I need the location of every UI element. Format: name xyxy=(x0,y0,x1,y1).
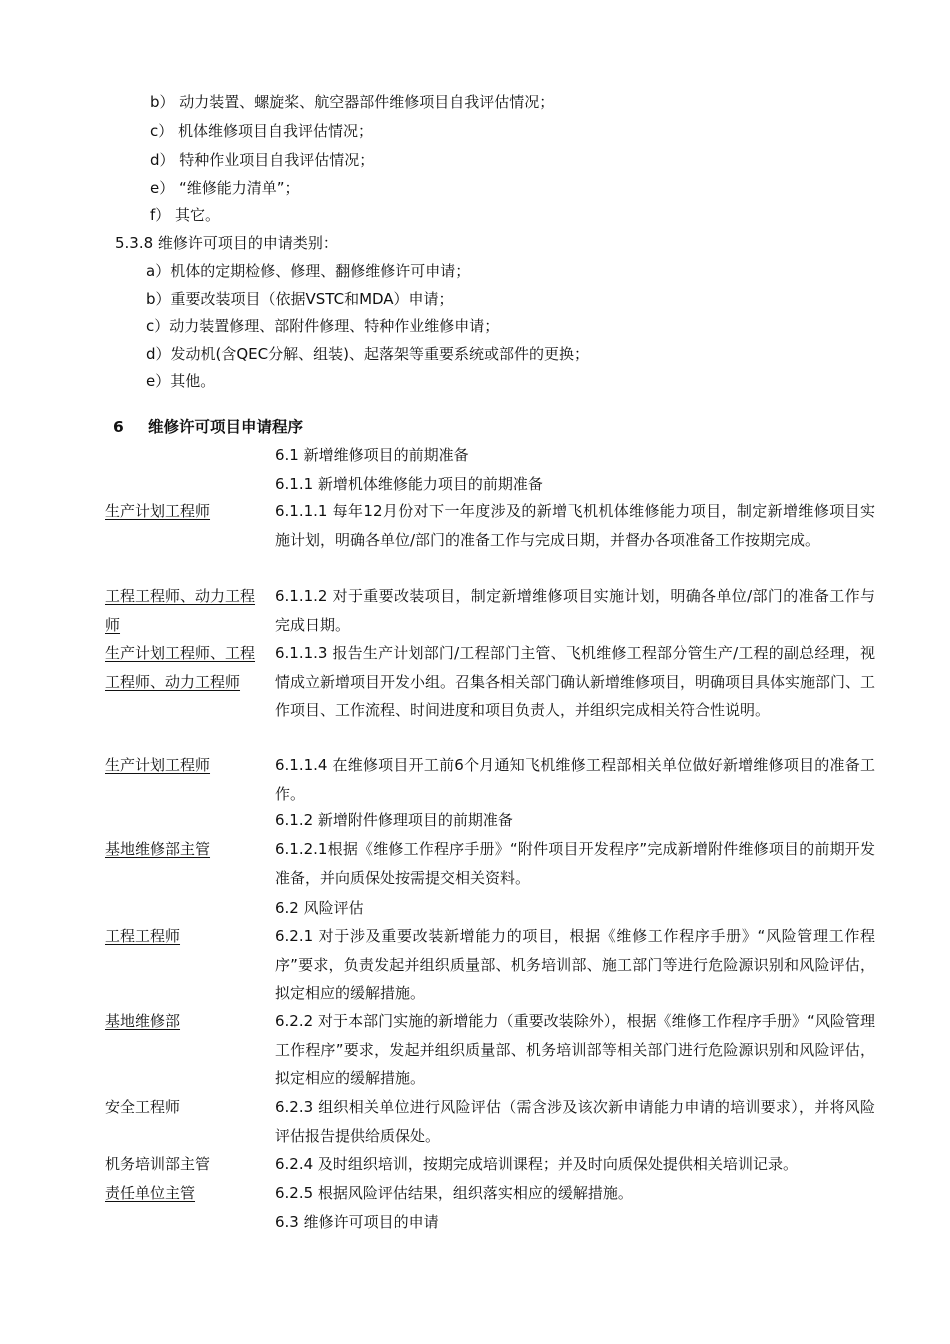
procedure-step: 6.1.1.4 在维修项目开工前6个月通知飞机维修工程部相关单位做好新增维修项目的准备工作。 xyxy=(275,756,875,803)
responsible-role: 生产计划工程师 xyxy=(105,502,211,520)
responsible-role: 生产计划工程师 xyxy=(105,756,211,774)
procedure-step: 6.1.1.1 每年12月份对下一年度涉及的新增飞机机体维修能力项目，制定新增维修项目实施计划，明确各单位/部门的准备工作与完成日期，并督办各项准备工作按期完成。 xyxy=(275,502,875,549)
procedure-step: 6.2.5 根据风险评估结果，组织落实相应的缓解措施。 xyxy=(275,1184,633,1202)
responsible-role: 机务培训部主管 xyxy=(105,1155,211,1173)
procedure-step: 6.2.2 对于本部门实施的新增能力（重要改装除外），根据《维修工作程序手册》“风险管理工作程序”要求，发起并组织质量部、机务培训部等相关部门进行危险源识别和风险评估，拟定相应的缓解措施。 xyxy=(275,1012,875,1087)
subsection-heading: 6.1.1 新增机体维修能力项目的前期准备 xyxy=(275,475,543,493)
list-item: b）重要改装项目（依据VSTC和MDA）申请； xyxy=(146,290,454,308)
procedure-step: 6.2.3 组织相关单位进行风险评估（需含涉及该次新申请能力申请的培训要求），并将风险评估报告提供给质保处。 xyxy=(275,1098,875,1145)
list-item: a）机体的定期检修、修理、翻修维修许可申请； xyxy=(146,262,471,280)
procedure-step: 6.2.1 对于涉及重要改装新增能力的项目，根据《维修工作程序手册》“风险管理工作程序”要求，负责发起并组织质量部、机务培训部、施工部门等进行危险源识别和风险评估，拟定相应的缓解措施。 xyxy=(275,927,875,1002)
procedure-step: 6.2.4 及时组织培训，按期完成培训课程；并及时向质保处提供相关培训记录。 xyxy=(275,1155,798,1173)
list-item: d） 特种作业项目自我评估情况； xyxy=(150,151,375,169)
responsible-role: 工程工程师、动力工程师 xyxy=(105,587,256,634)
list-item: d）发动机(含QEC分解、组装)、起落架等重要系统或部件的更换； xyxy=(146,345,589,363)
procedure-step: 6.1.1.2 对于重要改装项目，制定新增维修项目实施计划，明确各单位/部门的准备工作与完成日期。 xyxy=(275,587,875,634)
list-item: e） “维修能力清单”； xyxy=(150,179,300,197)
section-title: 维修许可项目申请程序 xyxy=(148,418,304,436)
responsible-role: 生产计划工程师、工程工程师、动力工程师 xyxy=(105,644,256,691)
procedure-step: 6.1.2.1根据《维修工作程序手册》“附件项目开发程序”完成新增附件维修项目的前期开发准备，并向质保处按需提交相关资料。 xyxy=(275,840,875,887)
responsible-role: 工程工程师 xyxy=(105,927,181,945)
list-item: e）其他。 xyxy=(146,372,216,390)
responsible-role: 责任单位主管 xyxy=(105,1184,196,1202)
responsible-role: 基地维修部主管 xyxy=(105,840,211,858)
list-item: c）动力装置修理、部附件修理、特种作业维修申请； xyxy=(146,317,500,335)
subsection-heading: 6.1 新增维修项目的前期准备 xyxy=(275,446,469,464)
list-item: c） 机体维修项目自我评估情况； xyxy=(150,122,374,140)
subsection-heading: 6.1.2 新增附件修理项目的前期准备 xyxy=(275,811,513,829)
clause-5-3-8: 5.3.8 维修许可项目的申请类别： xyxy=(115,234,338,252)
responsible-role: 安全工程师 xyxy=(105,1098,181,1116)
subsection-heading: 6.2 风险评估 xyxy=(275,899,364,917)
subsection-heading: 6.3 维修许可项目的申请 xyxy=(275,1213,439,1231)
section-number: 6 xyxy=(113,418,124,436)
list-item: b） 动力装置、螺旋桨、航空器部件维修项目自我评估情况； xyxy=(150,93,555,111)
responsible-role: 基地维修部 xyxy=(105,1012,181,1030)
list-item: f） 其它。 xyxy=(150,206,221,224)
procedure-step: 6.1.1.3 报告生产计划部门/工程部门主管、飞机维修工程部分管生产/工程的副总经理，视情成立新增项目开发小组。召集各相关部门确认新增维修项目，明确项目具体实施部门、工作项目、工作流程、时间进度和项目负责人，并组织完成相关符合性说明。 xyxy=(275,644,876,719)
